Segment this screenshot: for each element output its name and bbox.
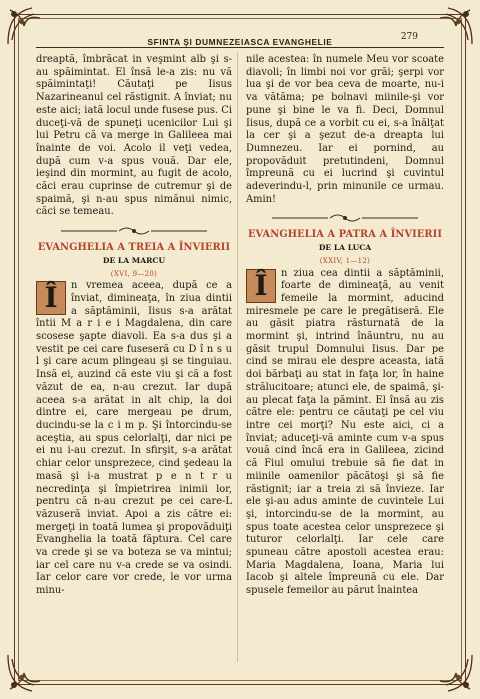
page-number: 279 (400, 32, 418, 42)
corner-ornament-bottom-left (4, 651, 48, 695)
section-reference-luke: (XXIV, 1—12) (319, 256, 371, 265)
dropcap-initial (246, 269, 276, 303)
left-intro-paragraph: dreaptă, îmbrăcat in veşmint alb şi s-au spăimintat. El însă le-a zis: nu vă spăimintaţi! Căutaţi pe Iisus Nazarineanul cel răstignit. A înviat; nu este aici; iată locul unde fusese pus. Ci duceţi-vă de spuneţi ucenicilor Lui şi lui Petru că va merge in Galileea mai înainte de voi. Acolo il veţi vedea, după cum v-a spus vouă. Dar ele, ieşind din mormint, au fugit de acolo, căci erau cuprinse de cutremur şi de spaimă, şi n-au spus nimănui nimic, căci se temeau. (36, 54, 232, 218)
right-intro-paragraph: nile acestea: în numele Meu vor scoate diavoli; în limbi noi vor grăi; şerpi vor lua şi de vor bea ceva de moarte, nu-i va vătăma; pe bolnavi miinile-şi vor pune şi bine le va fi. Deci, Domnul Iisus, după ce a vorbit cu ei, s-a înălţat la cer şi a şezut de-a dreapta lui Dumnezeu. Iar ei pornind, au propovăduit pretutindeni, Domnul împreună cu ei lucrind şi cuvintul adeverindu-l, prin minunile ce urmau. Amin! (246, 54, 444, 205)
running-title: SFINTA ŞI DUMNEZEIASCA EVANGHELIE (147, 37, 333, 47)
dropcap-initial (36, 281, 66, 315)
dropcap-letter: Î (254, 268, 268, 302)
corner-ornament-bottom-right (432, 651, 476, 695)
page-header (60, 30, 420, 46)
column-gutter (237, 52, 238, 662)
corner-ornament-top-left (4, 4, 48, 48)
section-divider-ornament (270, 213, 420, 223)
header-rule (36, 47, 444, 48)
section-title-luke: EVANGHELIA A PATRA A ÎNVIERII (247, 229, 443, 241)
left-column (36, 54, 232, 598)
mark-gospel-text: n vremea aceea, după ce a înviat, dimineaţa, în ziua dintii a săptăminii, Iisus s-a arătat întii M a r i e i Magdalena, din care scosese şapte diavoli. Ea s-a dus şi a vestit pe cei care fuseseră cu D î n s u l şi care acum plingeau şi se tinguiau. Insă ei, auzind că este viu şi că a fost văzut de ea, n-au crezut. Iar după aceea s-a arătat in alt chip, la doi dintre ei, care mergeau pe drum, ducindu-se la c i m p. Şi întorcindu-se aceştia, au spus celorlalţi, dar nici pe ei nu i-au crezut. In sfirşit, s-a arătat chiar celor unsprezece, cind şedeau la masă şi i-a mustrat p e n t r u necredinţa şi împietrirea inimii lor, pentru că n-au crezut pe cei care-L văzuseră inviat. Apoi a zis către ei: mergeţi in toată lumea şi propovăduiţi Evanghelia la toată făptura. Cel care va crede şi se va boteza se va mintui; iar cel care nu v-a crede se va osindi. Iar celor care vor crede, le vor urma minu- (36, 280, 232, 597)
section-divider-ornament (59, 226, 209, 236)
dropcap-letter: Î (44, 281, 58, 315)
section-subtitle-luke: DE LA LUCA (318, 243, 372, 253)
right-column (246, 54, 444, 598)
section-title-mark: EVANGHELIA A TREIA A ÎNVIERII (37, 242, 231, 254)
section-subtitle-mark: DE LA MARCU (102, 255, 166, 265)
section-reference-mark: (XVI, 9—20) (110, 269, 158, 278)
corner-ornament-top-right (432, 4, 476, 48)
luke-gospel-text: n ziua cea dintii a săptăminii, foarte de dimineaţă, au venit femeile la mormint, aducind miresmele pe care le pregătiseră. Ele au găsit piatra răsturnată de la mormint şi, intrind înăuntru, nu au găsit trupul Domnului Iisus. Dar pe cind se mirau ele despre aceasta, iată doi bărbaţi au stat in faţa lor, în haine strălucitoare; atunci ele, de spaimă, şi-au plecat faţa la pămint. El însă au zis către ele: pentru ce căutaţi pe cel viu intre cei morţi? Nu este aici, ci a înviat; aduceţi-vă aminte cum v-a spus vouă cind încă era in Galileea, zicind că Fiul omului trebuie să fie dat in miinile oamenilor păcătoşi şi să fie răstignit; iar a treia zi să învieze. Iar ele şi-au adus aminte de cuvintele Lui şi, intorcindu-se de la mormint, au spus toate acestea celor unsprezece şi tuturor celorlalţi. Iar cele care spuneau către apostoli acestea erau: Maria Magdalena, Ioana, Maria lui Iacob şi altele împreună cu ele. Dar spusele femeilor au părut înaintea (246, 267, 444, 597)
